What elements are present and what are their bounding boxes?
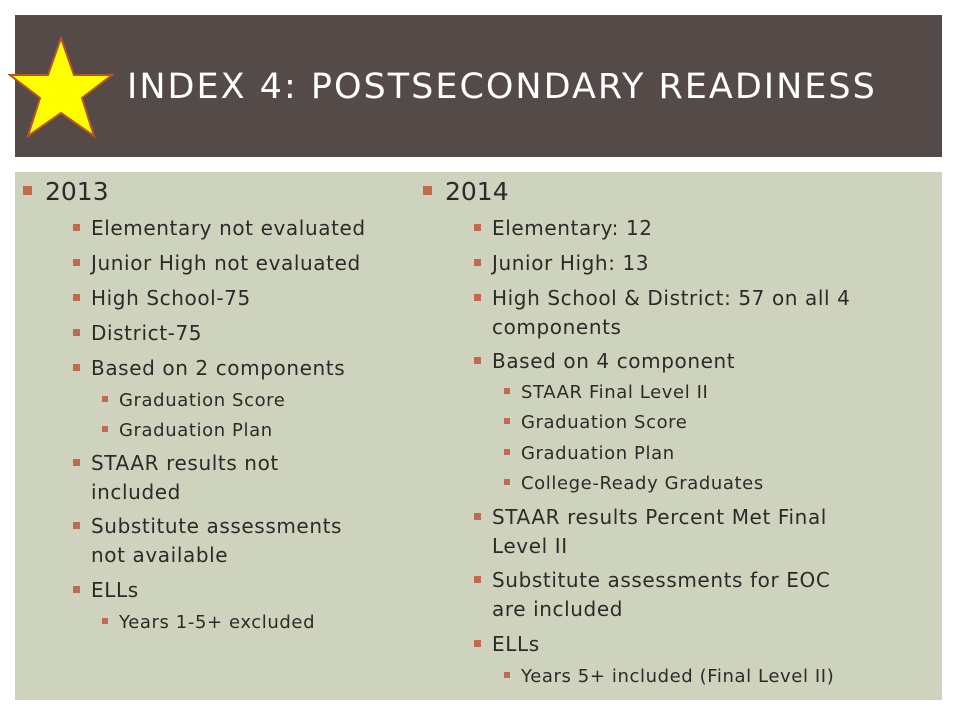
bullet-icon xyxy=(474,576,481,583)
bullet-icon xyxy=(504,418,510,424)
bullet-icon xyxy=(73,586,80,593)
list-subitem: College-Ready Graduates xyxy=(521,473,764,496)
year-heading-2014: 2014 xyxy=(445,176,509,207)
list-subitem: Graduation Plan xyxy=(119,420,273,443)
bullet-icon xyxy=(73,294,80,301)
bullet-icon xyxy=(504,479,510,485)
bullet-icon xyxy=(73,522,80,529)
list-item-continuation: not available xyxy=(91,543,229,567)
list-item: Junior High not evaluated xyxy=(91,251,361,276)
bullet-icon xyxy=(102,618,108,624)
bullet-icon xyxy=(73,364,80,371)
list-item: Substitute assessments for EOC xyxy=(492,568,830,593)
year-heading-2013: 2013 xyxy=(45,176,109,207)
list-item: Elementary not evaluated xyxy=(91,216,366,241)
bullet-icon xyxy=(102,426,108,432)
bullet-icon xyxy=(474,294,481,301)
title-bar xyxy=(15,15,942,157)
bullet-icon xyxy=(474,224,481,231)
list-item: Based on 4 component xyxy=(492,349,735,374)
bullet-icon xyxy=(504,449,510,455)
bullet-icon xyxy=(504,672,510,678)
list-item-continuation: are included xyxy=(492,597,624,621)
list-item: STAAR results Percent Met Final xyxy=(492,505,827,530)
list-item: High School & District: 57 on all 4 xyxy=(492,286,851,311)
list-subitem: Graduation Plan xyxy=(521,443,675,466)
list-subitem: Years 5+ included (Final Level II) xyxy=(521,666,834,689)
list-subitem: Graduation Score xyxy=(521,412,687,435)
bullet-icon xyxy=(474,357,481,364)
list-subitem: Graduation Score xyxy=(119,390,285,413)
list-item-continuation: components xyxy=(492,315,622,339)
list-item: High School-75 xyxy=(91,286,251,311)
bullet-icon xyxy=(73,329,80,336)
list-item: Substitute assessments xyxy=(91,514,342,539)
list-item-continuation: included xyxy=(91,480,181,504)
bullet-icon xyxy=(474,513,481,520)
slide-title: INDEX 4: POSTSECONDARY READINESS xyxy=(127,67,877,107)
list-item: ELLs xyxy=(492,632,540,657)
bullet-icon xyxy=(474,259,481,266)
bullet-icon xyxy=(73,224,80,231)
list-item: Elementary: 12 xyxy=(492,216,653,241)
bullet-icon xyxy=(73,459,80,466)
bullet-icon xyxy=(102,396,108,402)
list-item-continuation: Level II xyxy=(492,534,568,558)
bullet-icon xyxy=(504,388,510,394)
bullet-icon xyxy=(474,640,481,647)
bullet-icon xyxy=(423,186,432,195)
list-item: STAAR results not xyxy=(91,451,279,476)
list-item: Junior High: 13 xyxy=(492,251,649,276)
list-item: ELLs xyxy=(91,578,139,603)
list-item: Based on 2 components xyxy=(91,356,345,381)
list-subitem: STAAR Final Level II xyxy=(521,382,708,405)
list-subitem: Years 1-5+ excluded xyxy=(119,612,315,635)
star-icon xyxy=(8,36,114,140)
bullet-icon xyxy=(73,259,80,266)
bullet-icon xyxy=(23,186,32,195)
content-area xyxy=(15,172,942,700)
list-item: District-75 xyxy=(91,321,202,346)
